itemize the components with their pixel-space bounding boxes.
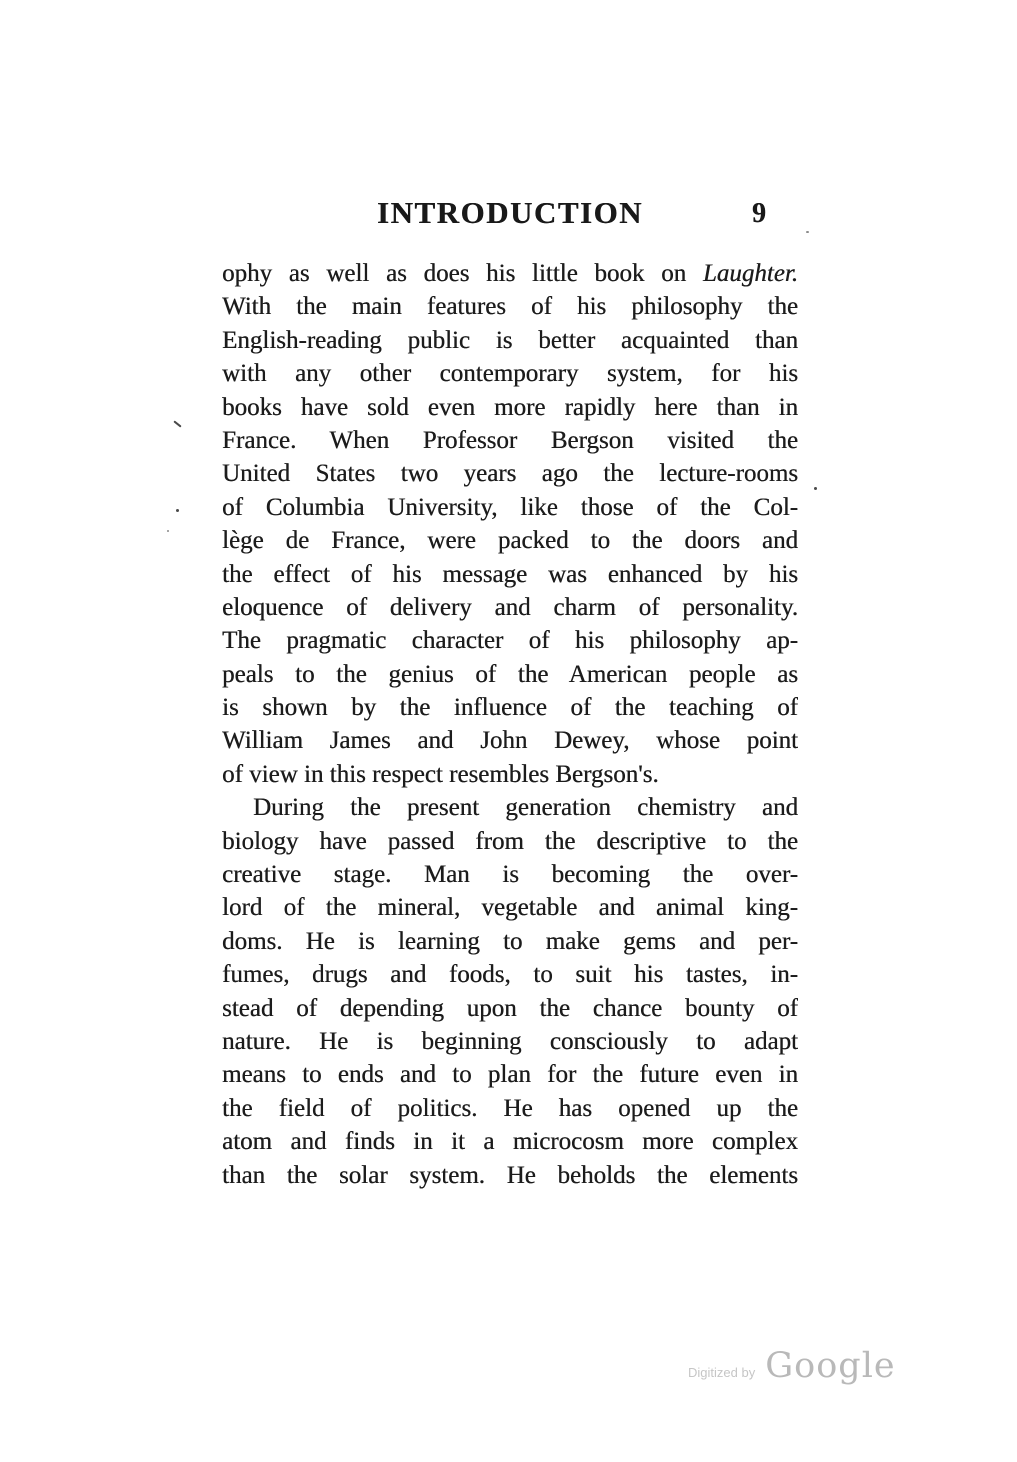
text-line [222,958,798,991]
text-segment: France. When Professor Bergson visited the [222,426,798,454]
text-segment: stead of depending upon the chance bounty of [222,994,798,1022]
scan-artifact [167,530,169,532]
text-segment: biology have passed from the descriptive to the [222,827,798,855]
page-title: INTRODUCTION [376,195,644,230]
text-segment: William James and John Dewey, whose point [222,727,798,755]
text-segment: fumes, drugs and foods, to suit his tastes, in- [222,961,798,989]
text-line [222,624,798,657]
text-line [222,925,798,958]
text-segment: With the main features of his philosophy the [222,293,798,321]
text-line [222,524,798,557]
text-line [222,324,798,357]
text-line [222,257,798,290]
text-line [222,457,798,490]
text-line [222,691,798,724]
text-line [222,491,798,524]
watermark [688,1346,896,1386]
text-segment: books have sold even more rapidly here than in [222,393,798,421]
page-number: 9 [752,198,766,229]
text-line [222,1159,798,1192]
text-segment: atom and finds in it a microcosm more complex [222,1128,798,1156]
text-line [222,558,798,591]
text-segment: with any other contemporary system, for his [222,360,798,388]
scan-artifact [814,487,817,490]
text-segment: lord of the mineral, vegetable and animal king- [222,894,798,922]
text-segment: The pragmatic character of his philosophy ap- [222,627,798,655]
text-segment: United States two years ago the lecture-rooms [222,460,798,488]
text-line [222,992,798,1025]
text-line [222,290,798,323]
text-line [222,858,798,891]
text-segment: doms. He is learning to make gems and per- [222,927,798,955]
text-line [222,391,798,424]
google-logo: Google [765,1346,896,1386]
text-segment: is shown by the influence of the teaching of [222,694,798,722]
italic-text: Laughter. [702,260,798,287]
text-segment: peals to the genius of the American people as [222,660,798,688]
text-segment: During the present generation chemistry and [253,794,798,822]
text-segment: creative stage. Man is becoming the over- [222,861,798,889]
text-line [222,724,798,757]
text-segment: English-reading public is better acquainted than [222,326,798,354]
text-line [222,591,798,624]
text-line [222,825,798,858]
text-line [222,758,798,791]
watermark-prefix: Digitized by [688,1365,756,1380]
text-line [222,1025,798,1058]
text-line [222,424,798,457]
text-segment: eloquence of delivery and charm of personality. [222,593,798,621]
text-line [222,791,798,824]
text-line [222,891,798,924]
text-segment: the field of politics. He has opened up the [222,1094,798,1122]
body-text [222,257,798,1192]
text-segment: lège de France, were packed to the doors and [222,527,798,555]
text-line [222,1058,798,1091]
scan-artifact [806,231,809,233]
text-segment: of view in this respect resembles Bergson's. [222,760,659,788]
text-segment: ophy as well as does his little book on [222,260,703,287]
text-segment: nature. He is beginning consciously to adapt [222,1027,798,1055]
text-segment: means to ends and to plan for the future even in [222,1061,798,1089]
scan-artifact [173,420,181,427]
text-line [222,1125,798,1158]
text-segment: the effect of his message was enhanced by his [222,560,798,588]
text-line [222,357,798,390]
text-line [222,1092,798,1125]
text-line [222,658,798,691]
scan-artifact [176,509,179,512]
text-segment: than the solar system. He beholds the elements [222,1161,798,1189]
text-segment: of Columbia University, like those of the Col- [222,493,798,521]
